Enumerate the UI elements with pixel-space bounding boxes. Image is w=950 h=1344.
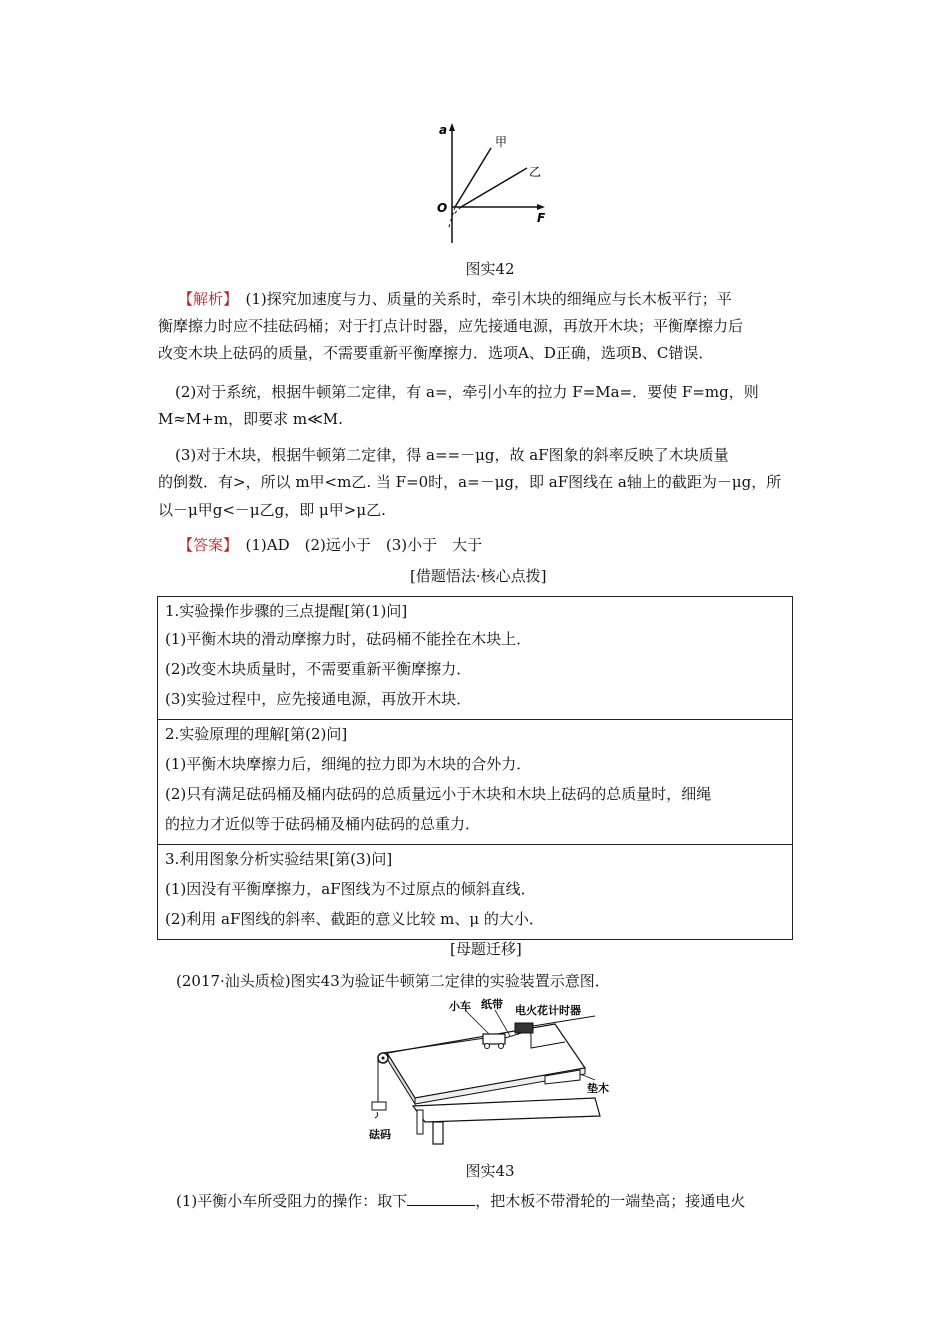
figure-43-caption: 图实43 — [465, 1162, 515, 1180]
figure-42-caption: 图实42 — [465, 260, 515, 278]
tips-box-2 — [157, 719, 793, 845]
analysis-line-2: 衡摩擦力时应不挂砝码桶；对于打点计时器，应先接通电源，再放开木块；平衡摩擦力后 — [158, 317, 744, 335]
analysis-tag: 【解析】 — [178, 290, 231, 308]
y-axis-arrow — [449, 123, 455, 131]
analysis-line-8: 以－μ甲g<－μ乙g，即 μ甲>μ乙. — [158, 501, 386, 519]
box1-item2: (2)改变木块质量时，不需要重新平衡摩擦力． — [165, 660, 472, 678]
question-1: (1)平衡小车所受阻力的操作：取下 ，把木板不带滑轮的一端垫高；接通电火 — [176, 1192, 746, 1210]
label-weight: 砝码 — [369, 1128, 391, 1141]
analysis-line-4: (2)对于系统，根据牛顿第二定律，有 a=，牵引小车的拉力 F=Ma=．要使 F=mg，则 — [175, 383, 759, 401]
box2-item1: (1)平衡木块摩擦力后，细绳的拉力即为木块的合外力． — [165, 755, 532, 773]
label-tape: 纸带 — [481, 998, 503, 1011]
cart-wheel — [485, 1044, 490, 1049]
tips-box-1 — [157, 596, 793, 720]
box2-item2b: 的拉力才近似等于砝码桶及桶内砝码的总重力． — [165, 815, 481, 833]
table-top — [413, 1098, 600, 1122]
pulley-hub — [382, 1057, 385, 1060]
analysis-line-6: (3)对于木块，根据牛顿第二定律，得 a==－μg，故 aF图象的斜率反映了木块质量 — [175, 446, 729, 464]
analysis-line-5: M≈M+m，即要求 m≪M. — [158, 410, 343, 428]
line-jia — [455, 148, 491, 207]
answer-line — [178, 532, 828, 558]
y-axis-label: a — [439, 123, 448, 137]
section-title: [借题悟法·核心点拨] — [410, 567, 547, 585]
weight-hook — [375, 1112, 378, 1118]
box1-title: 1.实验操作步骤的三点提醒[第(1)问] — [165, 602, 408, 620]
line-yi-label: 乙 — [529, 165, 542, 179]
figure-42-graph — [415, 118, 565, 248]
box3-item1: (1)因没有平衡摩擦力，aF图线为不过原点的倾斜直线． — [165, 880, 536, 898]
table-leg — [433, 1122, 443, 1144]
analysis-line-7: 的倒数．有>，所以 m甲<m乙. 当 F=0时，a=－μg，即 aF图线在 a轴上的截距为－μg，所 — [158, 473, 782, 491]
transfer-title: [母题迁移] — [450, 940, 522, 958]
line-jia-label: 甲 — [495, 135, 508, 149]
box3-item2: (2)利用 aF图线的斜率、截距的意义比较 m、μ 的大小． — [165, 910, 544, 928]
label-timer: 电火花计时器 — [515, 1004, 581, 1017]
origin-label: O — [437, 201, 448, 215]
spark-timer — [515, 1023, 533, 1033]
problem-intro: (2017·汕头质检)图实43为验证牛顿第二定律的实验装置示意图． — [176, 972, 610, 990]
box2-item2a: (2)只有满足砝码桶及桶内砝码的总质量远小于木块和木块上砝码的总质量时，细绳 — [165, 785, 712, 803]
answer-tag: 【答案】 — [178, 536, 231, 554]
figure-43-apparatus — [365, 998, 615, 1148]
box1-item1: (1)平衡木块的滑动摩擦力时，砝码桶不能拴在木块上． — [165, 630, 532, 648]
cart-wheel-2 — [499, 1044, 504, 1049]
x-axis-arrow — [537, 204, 545, 210]
leader-car — [465, 1010, 489, 1034]
cart — [483, 1034, 505, 1044]
answer-text: (1)AD (2)远小于 (3)小于 大于 — [245, 536, 483, 554]
leader-tape — [495, 1010, 510, 1036]
answer-blank[interactable] — [407, 1191, 475, 1206]
table-leg-2 — [417, 1110, 423, 1134]
weight-block — [372, 1102, 386, 1110]
label-car: 小车 — [449, 1000, 471, 1013]
x-axis-label: F — [537, 211, 546, 225]
tips-box-3 — [157, 844, 793, 940]
label-block: 垫木 — [587, 1082, 609, 1095]
analysis-line-1: 【解析】 (1)探究加速度与力、质量的关系时，牵引木块的细绳应与长木板平行；平 — [178, 290, 732, 308]
box3-title: 3.利用图象分析实验结果[第(3)问] — [165, 850, 393, 868]
line-yi — [461, 168, 527, 207]
box2-title: 2.实验原理的理解[第(2)问] — [165, 725, 348, 743]
leader-block — [580, 1074, 595, 1080]
box1-item3: (3)实验过程中，应先接通电源，再放开木块． — [165, 690, 472, 708]
analysis-line-3: 改变木块上砝码的质量，不需要重新平衡摩擦力．选项A、D正确，选项B、C错误． — [158, 344, 714, 362]
timer-wire — [533, 1016, 595, 1026]
